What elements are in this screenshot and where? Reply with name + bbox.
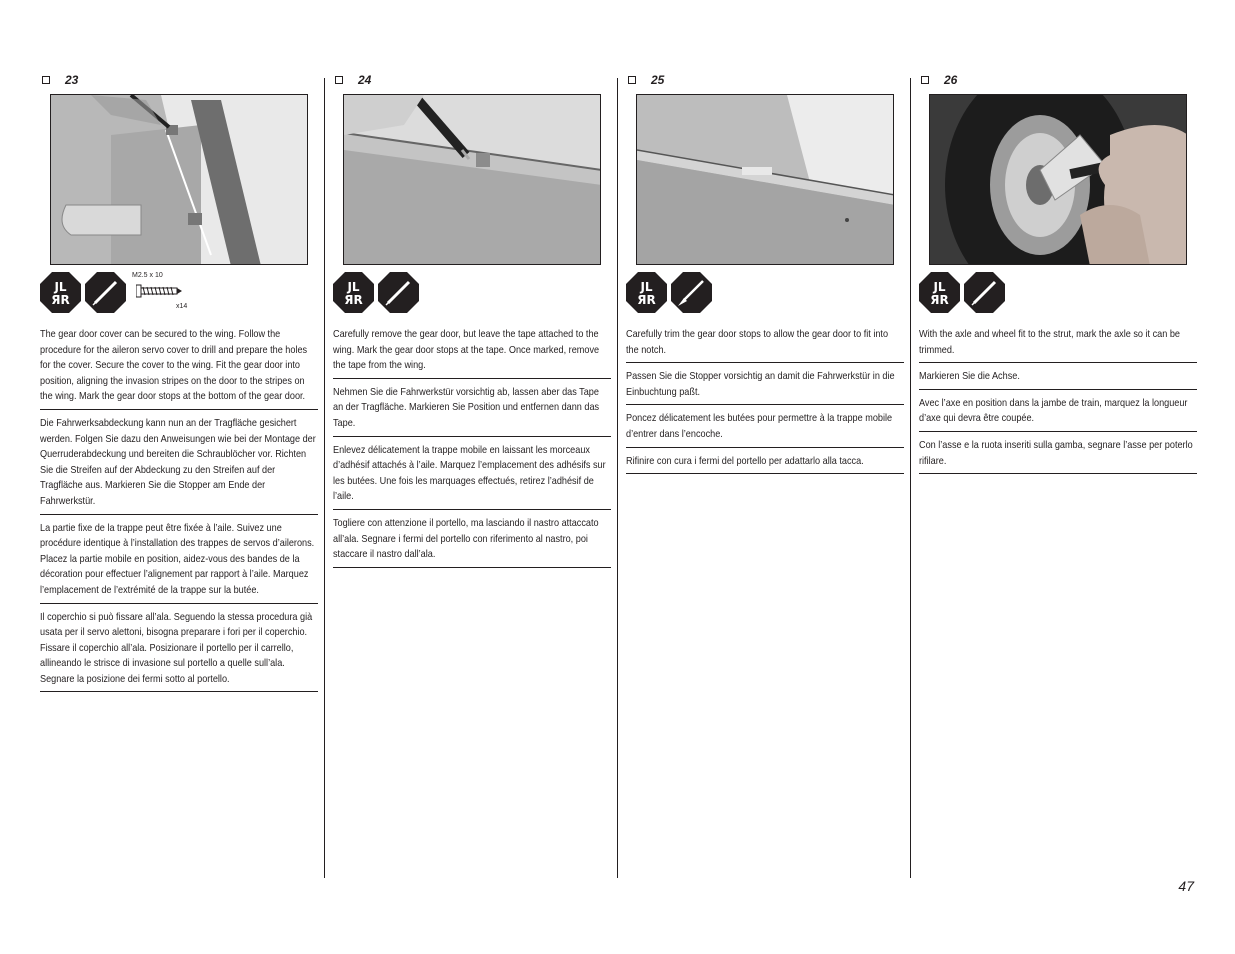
paragraph-english: Carefully remove the gear door, but leave the tape attached to the wing. Mark the gear door stops at the tape. Once marked, remove the tape from the wing.	[333, 327, 611, 379]
svg-text:ЯR: ЯR	[637, 293, 656, 307]
column-divider	[910, 78, 911, 878]
paragraph-french: La partie fixe de la trappe peut être fixée à l’aile. Suivez une procédure identique à l’installation des trappes de servos d’ailerons. Placez la partie mobile en position, aidez-vous des bandes de la décoration pour effectuer l’alignement par rapport à l’aile. Marquez l’emplacement de l’extrémité de la trappe sur la butée.	[40, 521, 318, 604]
column-divider	[324, 78, 325, 878]
marker-pen-icon	[964, 272, 1005, 313]
step-photo	[343, 94, 601, 265]
step-photo	[929, 94, 1187, 265]
step-checkbox[interactable]	[628, 76, 636, 84]
wing-glue-icon	[333, 272, 374, 313]
step-checkbox[interactable]	[42, 76, 50, 84]
screw-icon	[136, 284, 182, 298]
tool-icons	[919, 272, 1197, 314]
paragraph-english: The gear door cover can be secured to the wing. Follow the procedure for the aileron servo cover to drill and prepare the holes for the cover. Secure the cover to the wing. Fit the gear door into position, aligning the invasion stripes on the door to the stripes on the wing. Mark the gear door stops at the bottom of the gear door.	[40, 327, 318, 410]
step-text	[333, 327, 611, 568]
svg-text:JL: JL	[347, 280, 360, 294]
paragraph-italian: Rifinire con cura i fermi del portello per adattarlo alla tacca.	[626, 454, 904, 475]
column-divider	[617, 78, 618, 878]
step-checkbox[interactable]	[921, 76, 929, 84]
page-number: 47	[1178, 878, 1194, 894]
step-photo	[636, 94, 894, 265]
wing-glue-icon	[40, 272, 81, 313]
svg-text:JL: JL	[54, 280, 67, 294]
screw-hardware	[130, 272, 190, 314]
svg-text:JL: JL	[640, 280, 653, 294]
svg-text:ЯR: ЯR	[344, 293, 363, 307]
step-23	[40, 72, 318, 698]
step-number: 23	[65, 73, 79, 87]
tool-icons	[626, 272, 904, 314]
step-number: 24	[358, 73, 372, 87]
wing-glue-icon	[626, 272, 667, 313]
paragraph-german: Markieren Sie die Achse.	[919, 369, 1197, 390]
screw-size-label: M2.5 x 10	[132, 272, 163, 279]
step-text	[919, 327, 1197, 474]
step-26	[919, 72, 1197, 480]
step-header	[333, 72, 611, 88]
paragraph-french: Poncez délicatement les butées pour permettre à la trappe mobile d’entrer dans l’encoche.	[626, 411, 904, 447]
tool-icons	[40, 272, 318, 314]
step-text	[40, 327, 318, 692]
svg-text:ЯR: ЯR	[930, 293, 949, 307]
svg-text:JL: JL	[933, 280, 946, 294]
paragraph-italian: Con l’asse e la ruota inseriti sulla gamba, segnare l’asse per poterlo rifilare.	[919, 438, 1197, 474]
step-number: 25	[651, 73, 665, 87]
step-header	[626, 72, 904, 88]
paragraph-english: With the axle and wheel fit to the strut, mark the axle so it can be trimmed.	[919, 327, 1197, 363]
step-number: 26	[944, 73, 958, 87]
paragraph-english: Carefully trim the gear door stops to allow the gear door to fit into the notch.	[626, 327, 904, 363]
hobby-knife-icon	[671, 272, 712, 313]
wing-glue-icon	[919, 272, 960, 313]
screw-quantity-label: x14	[176, 303, 188, 310]
paragraph-german: Nehmen Sie die Fahrwerkstür vorsichtig ab, lassen aber das Tape an der Tragfläche. Markieren Sie Position und entfernen dann das Tape.	[333, 385, 611, 437]
marker-pen-icon	[85, 272, 126, 313]
paragraph-italian: Togliere con attenzione il portello, ma lasciando il nastro attaccato all’ala. Segnare i fermi del portello con riferimento al nastro, poi staccare il nastro dall’ala.	[333, 516, 611, 568]
paragraph-french: Avec l’axe en position dans la jambe de train, marquez la longueur d’axe qui devra être coupée.	[919, 396, 1197, 432]
marker-pen-icon	[378, 272, 419, 313]
svg-text:ЯR: ЯR	[51, 293, 70, 307]
step-header	[919, 72, 1197, 88]
step-header	[40, 72, 318, 88]
tool-icons	[333, 272, 611, 314]
step-text	[626, 327, 904, 474]
step-25	[626, 72, 904, 480]
paragraph-german: Passen Sie die Stopper vorsichtig an damit die Fahrwerkstür in die Einbuchtung paßt.	[626, 369, 904, 405]
paragraph-french: Enlevez délicatement la trappe mobile en laissant les morceaux d’adhésif attachés à l’aile. Marquez l’emplacement des adhésifs sur les butées. Une fois les marquages effectués, retirez l’adhésif de l’aile.	[333, 443, 611, 510]
step-photo	[50, 94, 308, 265]
step-checkbox[interactable]	[335, 76, 343, 84]
paragraph-italian: Il coperchio si può fissare all’ala. Seguendo la stessa procedura già usata per il servo alettoni, bisogna preparare i fori per il coperchio. Fissare il coperchio all’ala. Posizionare il portello per il carrello, allineando le strisce di invasione sul portello a quelle sull’ala. Segnare la posizione dei fermi sotto al portello.	[40, 610, 318, 693]
step-24	[333, 72, 611, 574]
paragraph-german: Die Fahrwerksabdeckung kann nun an der Tragfläche gesichert werden. Folgen Sie dazu den Anweisungen wie bei der Montage der Querruderabdeckung und bereiten die Schraublöcher vor. Richten Sie die Streifen auf der Abdeckung zu den Streifen auf der Tragfläche aus. Markieren Sie die Stopper am Ende der Fahrwerkstür.	[40, 416, 318, 515]
